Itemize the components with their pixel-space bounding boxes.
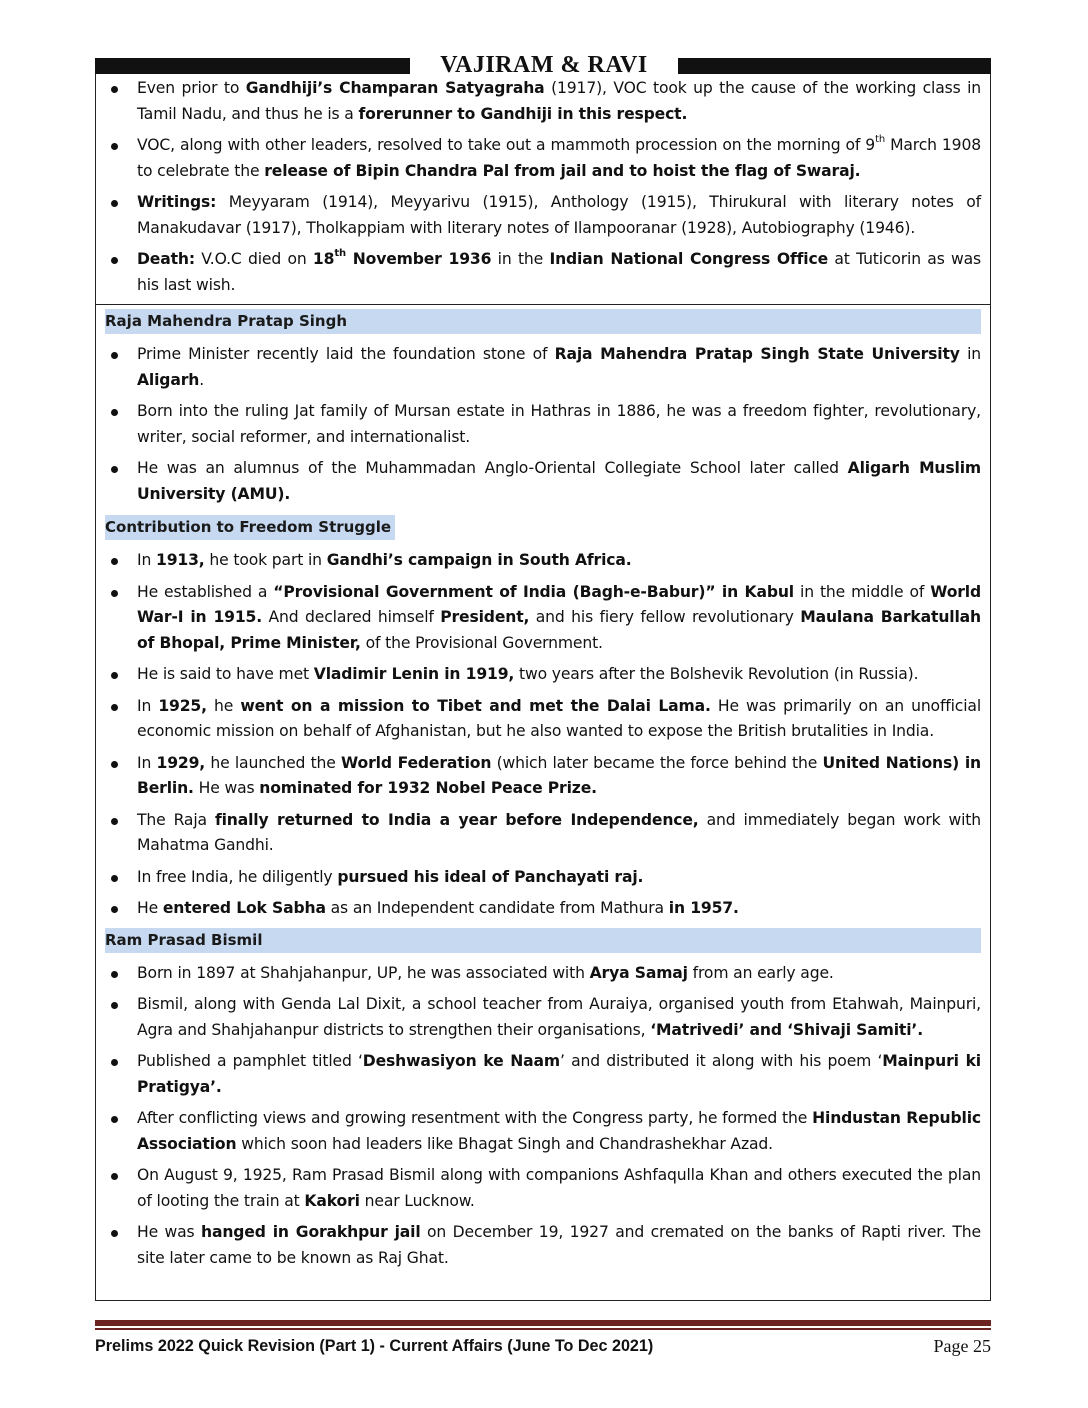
text-segment: hanged in Gorakhpur jail xyxy=(201,1223,421,1241)
text-segment: Aligarh xyxy=(137,370,200,389)
text-segment: United Nations) in Berlin. xyxy=(137,753,981,797)
text-segment: Indian National Congress Office xyxy=(549,250,829,268)
text-segment: . xyxy=(199,370,204,389)
text-segment: he launched the xyxy=(205,753,342,772)
text-segment: “Provisional Government of India (Bagh-e-Babur)” in Kabul xyxy=(273,582,794,601)
bullet-item xyxy=(105,342,981,393)
text-segment: V.O.C died on xyxy=(194,250,313,268)
bullet-item xyxy=(105,133,981,184)
text-segment: In free India, he diligently xyxy=(137,867,338,886)
text-segment: March 1908 to celebrate the xyxy=(137,136,981,180)
section-divider xyxy=(95,304,991,305)
text-segment: Born in 1897 at Shahjahanpur, UP, he was associated with xyxy=(137,963,590,982)
text-segment: in the middle of xyxy=(794,582,931,601)
text-segment: Maulana Barkatullah of Bhopal, Prime Minister, xyxy=(137,608,981,652)
text-segment: at Tuticorin as was his last wish. xyxy=(137,250,981,294)
text-segment: He was primarily on an unofficial economic mission on behalf of Afghanistan, but he also wanted to expose the British brutalities in India. xyxy=(137,696,982,740)
text-segment: He is said to have met xyxy=(137,665,314,683)
bullet-item xyxy=(105,865,981,891)
bullet-item xyxy=(105,548,981,574)
text-segment: Gandhiji’s Champaran Satyagraha xyxy=(245,79,545,97)
text-segment: Born into the ruling Jat family of Mursan estate in Hathras in 1886, he was a freedom fighter, revolutionary, writer, social reformer, and internationalist. xyxy=(137,402,981,446)
bullet-item xyxy=(105,399,981,450)
text-segment: which soon had leaders like Bhagat Singh and Chandrashekhar Azad. xyxy=(236,1134,773,1153)
bullet-item xyxy=(105,76,981,127)
bullet-item xyxy=(105,662,981,688)
text-segment: World War-I in 1915. xyxy=(137,582,982,626)
text-segment: he took part in xyxy=(204,551,327,569)
bullet-item xyxy=(105,896,981,922)
page-content xyxy=(105,76,981,1277)
text-segment: in the xyxy=(491,250,550,268)
text-segment: In xyxy=(137,696,159,715)
page-number: Page 25 xyxy=(933,1336,991,1356)
section xyxy=(105,513,981,922)
bullet-item xyxy=(105,1049,981,1100)
bullet-item xyxy=(105,961,981,987)
section-heading: Raja Mahendra Pratap Singh xyxy=(105,309,981,334)
text-segment: VOC, along with other leaders, resolved to take out a mammoth procession on the morning of 9 xyxy=(137,136,876,154)
text-segment: Mainpuri ki Pratigya’. xyxy=(137,1052,981,1096)
text-segment: went on a mission to Tibet and met the Dalai Lama. xyxy=(240,696,711,715)
text-segment: in 1957. xyxy=(668,899,739,917)
text-segment: entered Lok Sabha xyxy=(162,899,326,917)
text-segment: pursued his ideal of Panchayati raj. xyxy=(337,867,644,886)
text-segment: Published a pamphlet titled ‘ xyxy=(137,1052,363,1070)
text-segment: World Federation xyxy=(341,753,492,772)
bullet-item xyxy=(105,694,981,745)
text-segment: 1913, xyxy=(156,551,205,569)
bullet-item xyxy=(105,808,981,859)
bullet-item xyxy=(105,751,981,802)
text-segment: forerunner to Gandhiji in this respect. xyxy=(358,104,688,123)
text-segment: on December 19, 1927 and cremated on the banks of Rapti river. The site later came to be known as Raj Ghat. xyxy=(137,1223,981,1267)
text-segment: (1917), VOC took up the cause of the working class in Tamil Nadu, and thus he is a xyxy=(137,79,982,123)
footer-text: Prelims 2022 Quick Revision (Part 1) - Current Affairs (June To Dec 2021) xyxy=(95,1336,654,1355)
text-segment: Meyyaram (1914), Meyyarivu (1915), Anthology (1915), Thirukural with literary notes of Manakudavar (1917), Tholkappiam with literary notes of Ilampooranar (1928), Autobiography (1946). xyxy=(137,193,981,237)
text-segment: November 1936 xyxy=(345,250,492,268)
text-segment: Arya Samaj xyxy=(589,963,688,982)
text-segment: ‘Matrivedi’ and ‘Shivaji Samiti’. xyxy=(650,1020,923,1039)
text-segment: After conflicting views and growing resentment with the Congress party, he formed the xyxy=(137,1109,813,1127)
text-segment: He was an alumnus of the Muhammadan Anglo-Oriental Collegiate School later called xyxy=(137,459,848,477)
header-title: VAJIRAM & RAVI xyxy=(410,52,678,78)
bullet-item xyxy=(105,1163,981,1214)
bullet-item xyxy=(105,1220,981,1271)
text-segment: Death: xyxy=(137,250,195,268)
text-segment: release of Bipin Chandra Pal from jail and to hoist the flag of Swaraj. xyxy=(264,161,861,180)
text-segment: He was xyxy=(137,1223,201,1241)
text-segment: Bismil, along with Genda Lal Dixit, a school teacher from Auraiya, organised youth from Etahwah, Mainpuri, Agra and Shahjahanpur districts to strengthen their organisations, xyxy=(137,995,981,1039)
text-segment: and immediately began work with Mahatma Gandhi. xyxy=(137,810,981,854)
text-segment: The Raja xyxy=(137,810,215,829)
text-segment: Gandhi’s campaign in South Africa. xyxy=(326,551,632,569)
text-segment: Kakori xyxy=(304,1191,360,1210)
bullet-item xyxy=(105,247,981,298)
bullet-item xyxy=(105,456,981,507)
text-segment: two years after the Bolshevik Revolution (in Russia). xyxy=(514,665,919,683)
text-segment: of the Provisional Government. xyxy=(360,633,603,652)
text-segment: Writings: xyxy=(137,193,217,211)
section xyxy=(105,928,981,1272)
text-segment: Raja Mahendra Pratap Singh State University xyxy=(554,345,960,363)
text-segment: 1929, xyxy=(156,753,206,772)
text-segment: Aligarh Muslim University (AMU). xyxy=(137,459,982,503)
text-segment: 18 xyxy=(312,250,335,268)
text-segment: ’ and distributed it along with his poem ‘ xyxy=(560,1052,883,1070)
text-segment: as an Independent candidate from Mathura xyxy=(325,899,669,917)
text-segment: In xyxy=(137,753,157,772)
text-segment: He was xyxy=(193,779,260,797)
bullet-item xyxy=(105,190,981,241)
text-segment: he xyxy=(206,696,241,715)
section-heading: Ram Prasad Bismil xyxy=(105,928,981,953)
bullet-item xyxy=(105,580,981,657)
text-segment: In xyxy=(137,551,156,569)
footer-rule xyxy=(95,1320,991,1326)
text-segment: th xyxy=(875,134,886,145)
bullet-item xyxy=(105,1106,981,1157)
text-segment: th xyxy=(334,248,346,259)
text-segment: near Lucknow. xyxy=(359,1191,475,1210)
section-heading: Contribution to Freedom Struggle xyxy=(105,515,395,540)
section xyxy=(105,309,981,507)
bullet-item xyxy=(105,992,981,1043)
footer-rule-thin xyxy=(95,1328,991,1330)
text-segment: He established a xyxy=(137,582,274,601)
text-segment: (which later became the force behind the xyxy=(491,753,823,772)
text-segment: and his fiery fellow revolutionary xyxy=(529,608,801,626)
text-segment: On August 9, 1925, Ram Prasad Bismil along with companions Ashfaqulla Khan and others executed the plan of looting the train at xyxy=(137,1166,981,1210)
text-segment: in xyxy=(959,345,981,363)
text-segment: Prime Minister recently laid the foundation stone of xyxy=(137,345,555,363)
text-segment: from an early age. xyxy=(687,963,834,982)
text-segment: He xyxy=(137,899,163,917)
text-segment: Deshwasiyon ke Naam xyxy=(362,1052,561,1070)
text-segment: And declared himself xyxy=(262,608,441,626)
text-segment: Hindustan Republic Association xyxy=(137,1109,981,1153)
text-segment: President, xyxy=(440,608,530,626)
text-segment: Even prior to xyxy=(137,79,246,97)
text-segment: 1925, xyxy=(158,696,207,715)
text-segment: nominated for 1932 Nobel Peace Prize. xyxy=(259,779,597,797)
text-segment: finally returned to India a year before Independence, xyxy=(214,810,699,829)
text-segment: Vladimir Lenin in 1919, xyxy=(313,665,515,683)
